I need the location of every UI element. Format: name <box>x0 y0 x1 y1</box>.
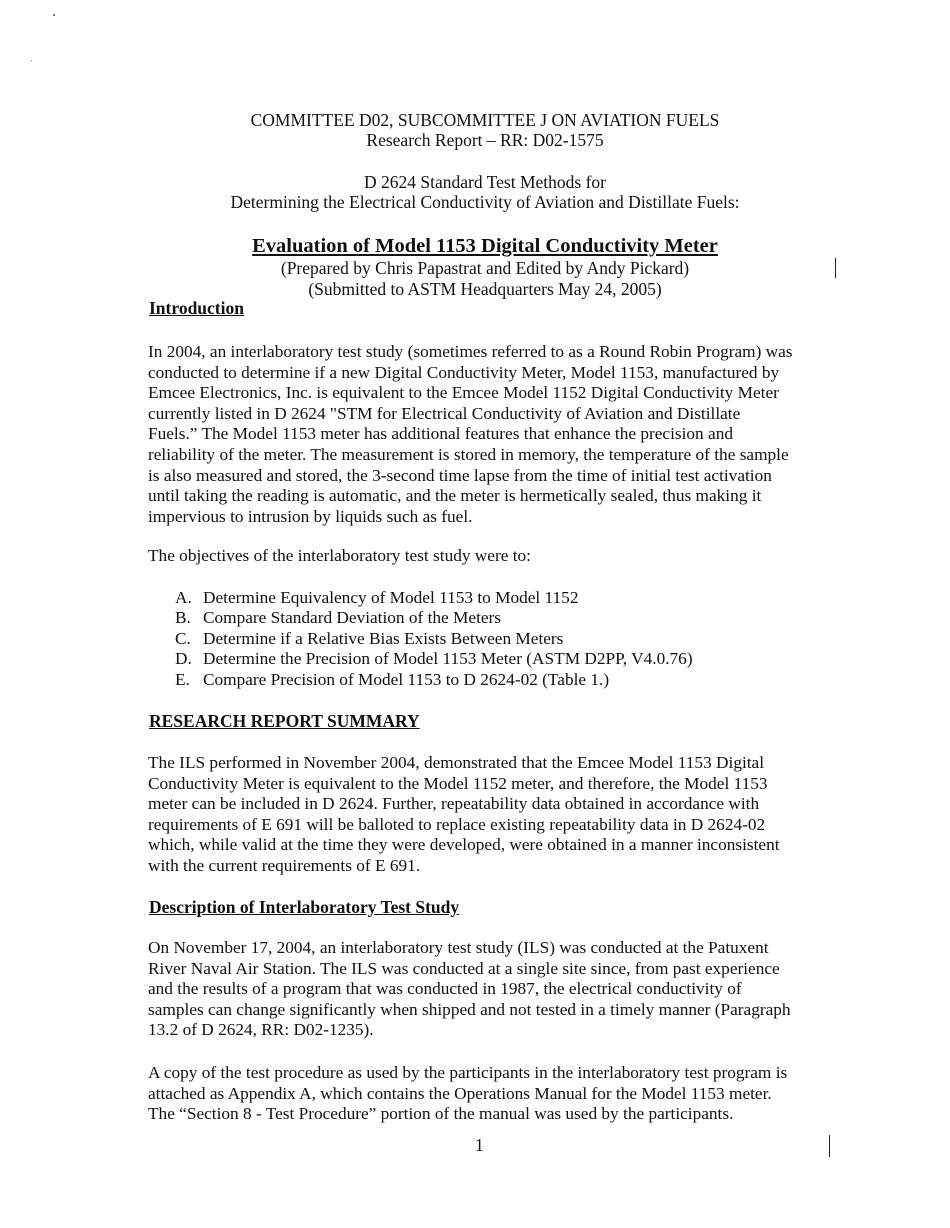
list-item-text: Determine if a Relative Bias Exists Between Meters <box>203 628 564 648</box>
summary-paragraph <box>148 753 848 877</box>
objectives-intro <box>148 546 848 567</box>
list-item-text: Determine the Precision of Model 1153 Meter (ASTM D2PP, V4.0.76) <box>203 649 693 669</box>
introduction-paragraph <box>148 342 848 527</box>
submitted-date: (Submitted to ASTM Headquarters May 24, 2005) <box>308 279 662 299</box>
list-item-text: Compare Precision of Model 1153 to D 2624-02 (Table 1.) <box>203 669 610 689</box>
page-number: 1 <box>475 1135 484 1155</box>
description-heading: Description of Interlaboratory Test Study <box>149 897 460 917</box>
paragraph-line: A copy of the test procedure as used by the participants in the interlaboratory test program is <box>148 1063 788 1082</box>
paragraph-line: meter can be included in D 2624. Further, repeatability data obtained in accordance with <box>148 794 760 814</box>
paragraph-line: samples can change significantly when shipped and not tested in a timely manner (Paragraph <box>148 999 791 1019</box>
list-marker: E. <box>175 669 190 689</box>
report-number: Research Report – RR: D02-1575 <box>366 130 604 150</box>
list-marker: C. <box>175 628 191 648</box>
prepared-by: (Prepared by Chris Papastrat and Edited by Andy Pickard) <box>280 258 690 278</box>
scan-speck <box>53 14 55 16</box>
paragraph-line: Emcee Electronics, Inc. is equivalent to the Emcee Model 1152 Digital Conductivity Meter <box>148 383 779 403</box>
paragraph-line: On November 17, 2004, an interlaboratory test study (ILS) was conducted at the Patuxent <box>148 938 769 957</box>
paragraph-line: conducted to determine if a new Digital Conductivity Meter, Model 1153, manufactured by <box>148 362 780 382</box>
list-marker: A. <box>175 588 192 607</box>
list-item <box>175 608 693 628</box>
paragraph-line: In 2004, an interlaboratory test study (sometimes referred to as a Round Robin Program) was <box>148 342 793 361</box>
description-paragraph-2 <box>148 1063 848 1125</box>
objectives-list <box>175 588 693 690</box>
scan-speck <box>31 60 32 61</box>
paragraph-line: The ILS performed in November 2004, demonstrated that the Emcee Model 1153 Digital <box>148 753 765 772</box>
paragraph-line: currently listed in D 2624 "STM for Electrical Conductivity of Aviation and Distillate <box>148 403 741 423</box>
paragraph-line: The “Section 8 - Test Procedure” portion of the manual was used by the participants. <box>148 1104 734 1124</box>
paragraph-line: River Naval Air Station. The ILS was conducted at a single site since, from past experience <box>148 958 780 978</box>
list-item <box>175 588 693 608</box>
objectives-intro-text: The objectives of the interlaboratory test study were to: <box>148 546 531 565</box>
paragraph-line: is also measured and stored, the 3-second time lapse from the time of initial test activation <box>148 465 772 485</box>
list-marker: B. <box>175 608 191 628</box>
list-item <box>175 629 693 649</box>
standard-line-2: Determining the Electrical Conductivity of Aviation and Distillate Fuels: <box>230 192 740 212</box>
paragraph-line: and the results of a program that was conducted in 1987, the electrical conductivity of <box>148 979 742 999</box>
paragraph-line: which, while valid at the time they were developed, were obtained in a manner inconsistent <box>148 835 780 855</box>
paragraph-line: Conductivity Meter is equivalent to the Model 1152 meter, and therefore, the Model 1153 <box>148 773 768 793</box>
paragraph-line: until taking the reading is automatic, and the meter is hermetically sealed, thus making it <box>148 486 762 506</box>
paragraph-line: 13.2 of D 2624, RR: D02-1235). <box>148 1020 374 1040</box>
list-item <box>175 649 693 669</box>
document-title: Evaluation of Model 1153 Digital Conductivity Meter <box>252 235 718 257</box>
paragraph-line: Fuels.” The Model 1153 meter has additional features that enhance the precision and <box>148 424 733 444</box>
revision-bar <box>829 1135 830 1157</box>
summary-heading: RESEARCH REPORT SUMMARY <box>149 711 420 731</box>
list-item-text: Compare Standard Deviation of the Meters <box>203 608 502 628</box>
description-paragraph-1 <box>148 938 848 1041</box>
committee-line: COMMITTEE D02, SUBCOMMITTEE J ON AVIATION FUELS <box>250 110 720 130</box>
list-marker: D. <box>175 649 192 669</box>
paragraph-line: impervious to intrusion by liquids such as fuel. <box>148 506 473 526</box>
paragraph-line: reliability of the meter. The measurement is stored in memory, the temperature of the sample <box>148 444 789 464</box>
list-item <box>175 670 693 690</box>
introduction-heading: Introduction <box>149 298 244 318</box>
list-item-text: Determine Equivalency of Model 1153 to Model 1152 <box>203 588 579 607</box>
paragraph-line: requirements of E 691 will be balloted to replace existing repeatability data in D 2624-02 <box>148 814 766 834</box>
paragraph-line: attached as Appendix A, which contains the Operations Manual for the Model 1153 meter. <box>148 1083 772 1103</box>
paragraph-line: with the current requirements of E 691. <box>148 855 421 875</box>
standard-line-1: D 2624 Standard Test Methods for <box>364 172 606 192</box>
